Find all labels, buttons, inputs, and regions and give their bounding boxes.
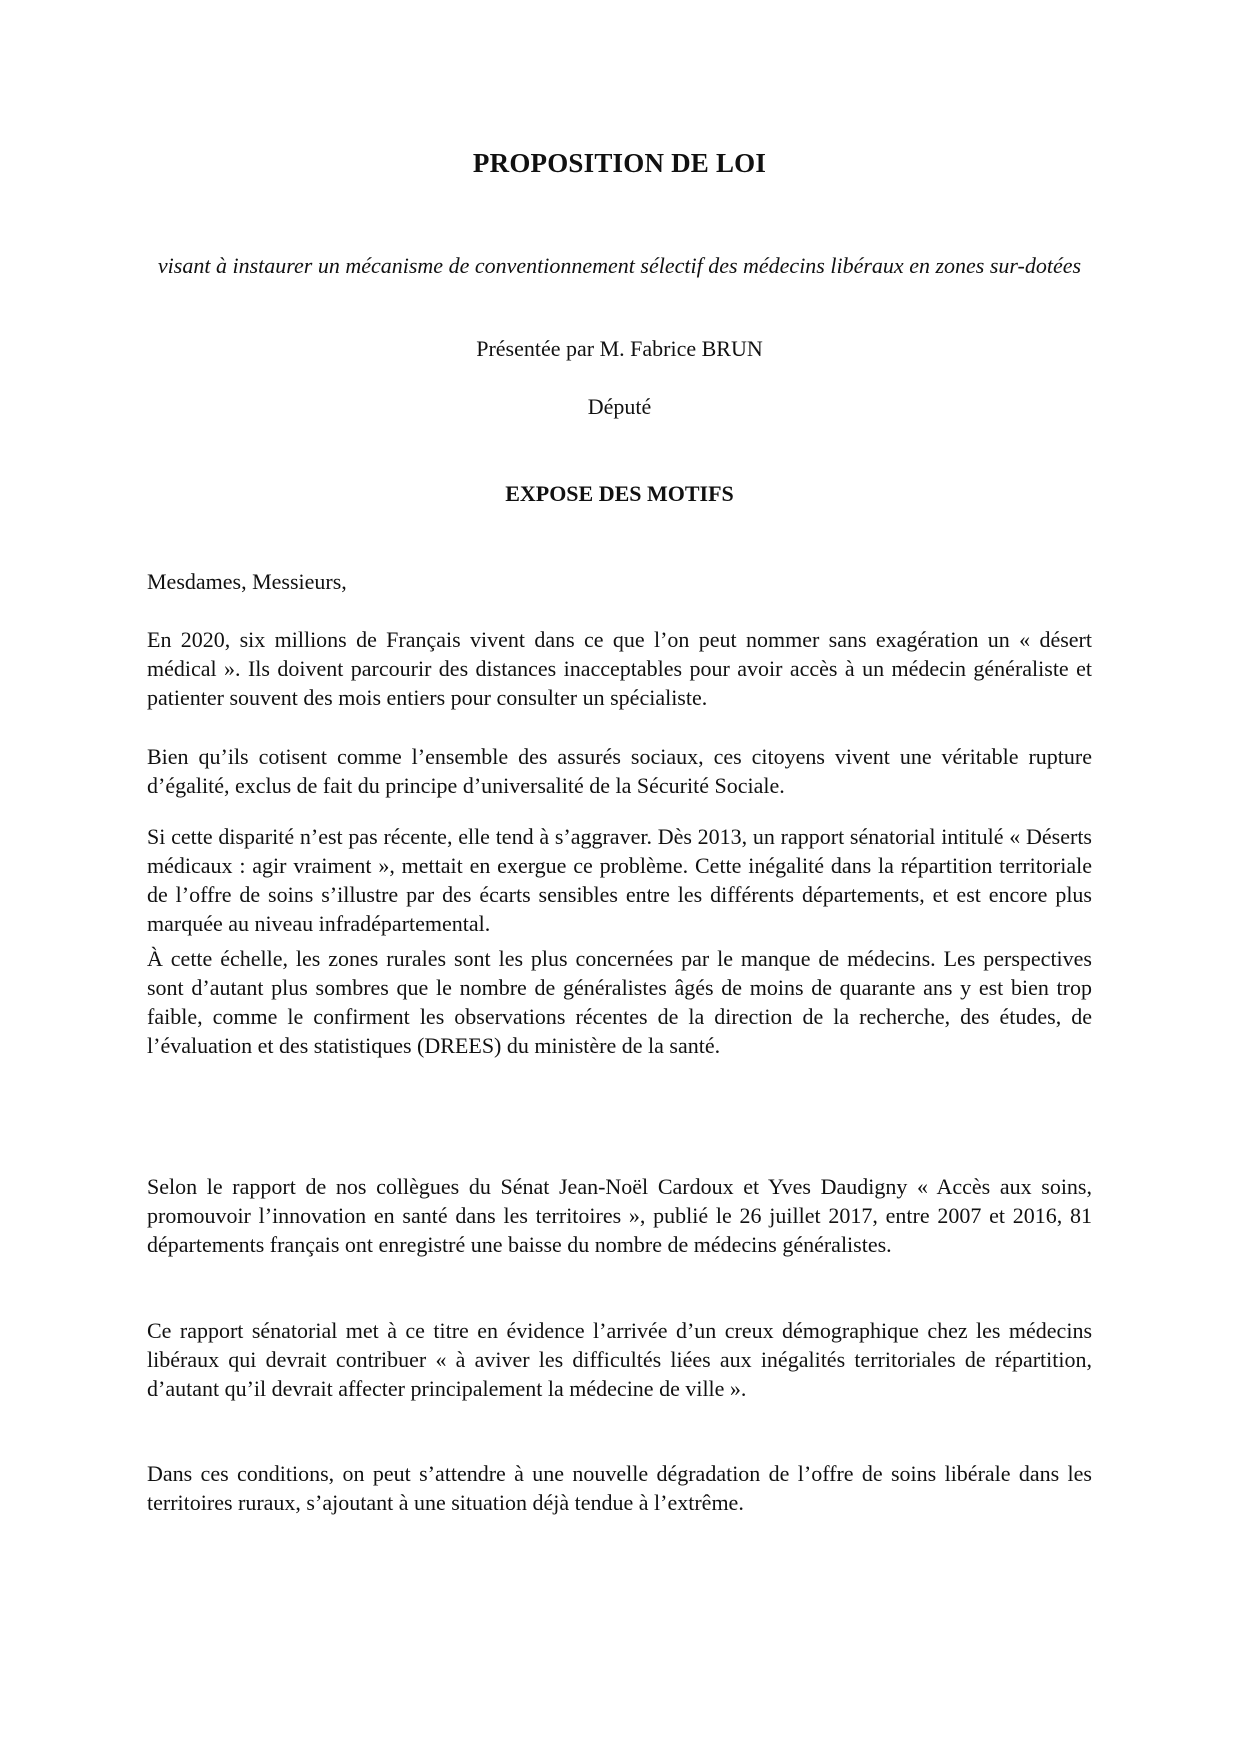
paragraph-text: Si cette disparité n’est pas récente, elle tend à s’aggraver. Dès 2013, un rapport sénatorial intitulé « Déserts médicaux : agir vraiment », mettait en exergue ce problème. Cette inégalité dans la répartition territoriale de l’offre de soins s’illustre par des écarts sensibles entre les différents départements, et est encore plus marquée au niveau infradépartemental. bbox=[147, 824, 1092, 936]
salutation bbox=[147, 567, 1092, 596]
paragraph-text: À cette échelle, les zones rurales sont les plus concernées par le manque de médecins. Les perspectives sont d’autant plus sombres que le nombre de généralistes âgés de moins de quarante ans y est bien trop faible, comme le confirment les observations récentes de la direction de la recherche, des études, de l’évaluation et des statistiques (DREES) du ministère de la santé. bbox=[147, 946, 1092, 1058]
paragraph-text: Selon le rapport de nos collègues du Sénat Jean-Noël Cardoux et Yves Daudigny « Accès aux soins, promouvoir l’innovation en santé dans les territoires », publié le 26 juillet 2017, entre 2007 et 2016, 81 départements français ont enregistré une baisse du nombre de médecins généralistes. bbox=[147, 1174, 1092, 1257]
paragraph-4 bbox=[147, 944, 1092, 1060]
document-subtitle: visant à instaurer un mécanisme de conventionnement sélectif des médecins libéraux en zones sur-dotées bbox=[157, 253, 1082, 278]
document-title: PROPOSITION DE LOI bbox=[472, 148, 767, 178]
paragraph-3 bbox=[147, 822, 1092, 938]
paragraph-text: Bien qu’ils cotisent comme l’ensemble des assurés sociaux, ces citoyens vivent une véritable rupture d’égalité, exclus de fait du principe d’universalité de la Sécurité Sociale. bbox=[147, 744, 1092, 798]
paragraph-1 bbox=[147, 625, 1092, 712]
paragraph-text: Ce rapport sénatorial met à ce titre en évidence l’arrivée d’un creux démographique chez les médecins libéraux qui devrait contribuer « à aviver les difficultés liées aux inégalités territoriales de répartition, d’autant qu’il devrait affecter principalement la médecine de ville ». bbox=[147, 1318, 1092, 1401]
paragraph-text: En 2020, six millions de Français vivent dans ce que l’on peut nommer sans exagération un « désert médical ». Ils doivent parcourir des distances inacceptables pour avoir accès à un médecin généraliste et patienter souvent des mois entiers pour consulter un spécialiste. bbox=[147, 627, 1092, 710]
section-heading: EXPOSE DES MOTIFS bbox=[505, 481, 734, 506]
paragraph-7 bbox=[147, 1459, 1092, 1517]
salutation-text: Mesdames, Messieurs, bbox=[147, 569, 347, 594]
presenter-line: Présentée par M. Fabrice BRUN bbox=[476, 336, 763, 361]
paragraph-text: Dans ces conditions, on peut s’attendre à une nouvelle dégradation de l’offre de soins libérale dans les territoires ruraux, s’ajoutant à une situation déjà tendue à l’extrême. bbox=[147, 1461, 1092, 1515]
presenter-role: Député bbox=[587, 394, 652, 419]
paragraph-2 bbox=[147, 742, 1092, 800]
paragraph-6 bbox=[147, 1316, 1092, 1403]
paragraph-5 bbox=[147, 1172, 1092, 1259]
